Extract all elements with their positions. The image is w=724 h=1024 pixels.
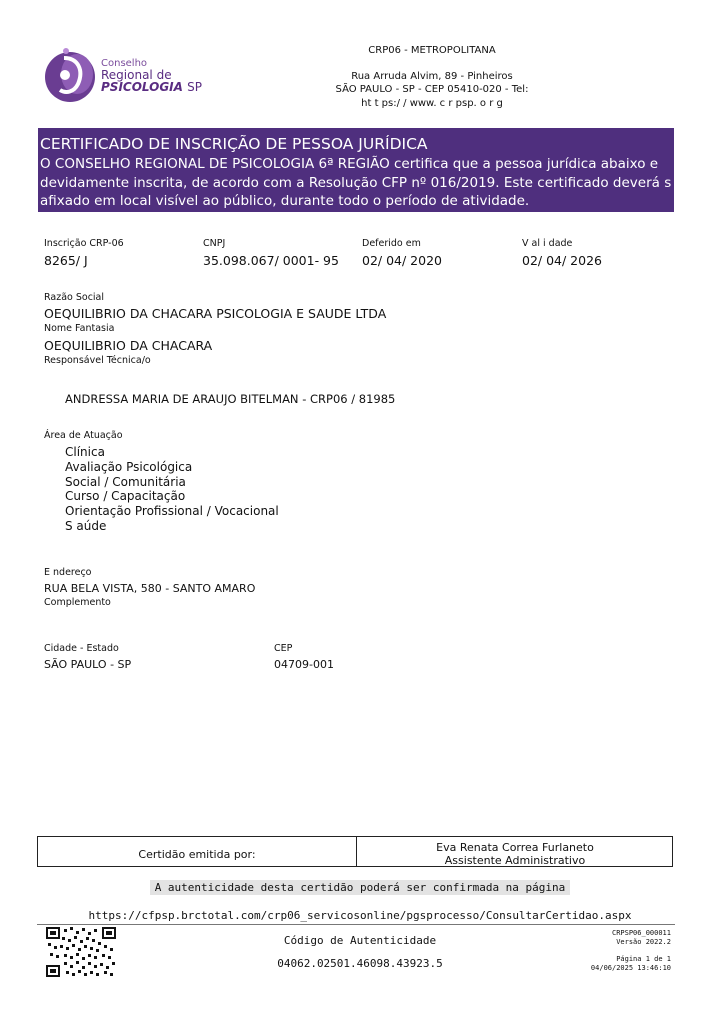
cidade-value: SÃO PAULO - SP xyxy=(44,658,132,671)
validade-value: 02/ 04/ 2026 xyxy=(522,253,602,268)
area-atuacao-label: Área de Atuação xyxy=(44,430,123,441)
description-line3: afixado em local visível ao público, durante todo o período de atividade. xyxy=(40,193,530,209)
auth-code-value: 04062.02501.46098.43923.5 xyxy=(277,957,443,970)
psychology-logo-icon xyxy=(44,48,98,104)
area-atuacao-list xyxy=(65,445,279,534)
validade-label: V al i dade xyxy=(522,238,573,249)
logo-line2: Regional de xyxy=(101,68,172,82)
cep-label: CEP xyxy=(274,643,293,654)
certificate-description xyxy=(40,155,671,211)
authenticity-note: A autenticidade desta certidão poderá ser confirmada na página xyxy=(150,880,570,895)
crp-logo xyxy=(44,48,204,108)
doc-id: CRPSP06_000011 xyxy=(611,929,671,937)
razao-social-label: Razão Social xyxy=(44,292,105,303)
endereco-value: RUA BELA VISTA, 580 - SANTO AMARO xyxy=(44,582,256,595)
signer-role: Assistente Administrativo xyxy=(444,854,586,867)
issuer-box xyxy=(37,836,673,867)
certificate-banner xyxy=(38,128,674,212)
inscricao-value: 8265/ J xyxy=(44,253,88,268)
nome-fantasia-value: OEQUILIBRIO DA CHACARA xyxy=(44,338,213,353)
responsavel-label: Responsável Técnica/o xyxy=(44,355,151,366)
area-item: Curso / Capacitação xyxy=(65,489,186,504)
area-item: Avaliação Psicológica xyxy=(65,459,193,474)
deferido-value: 02/ 04/ 2020 xyxy=(362,253,442,268)
inscricao-label: Inscrição CRP-06 xyxy=(44,238,124,249)
description-line2: devidamente inscrita, de acordo com a Resolução CFP nº 016/2019. Este certificado deverá s xyxy=(40,174,672,191)
cep-value: 04709-001 xyxy=(274,658,334,671)
area-item: Orientação Profissional / Vocacional xyxy=(65,504,279,519)
certificate-title: CERTIFICADO DE INSCRIÇÃO DE PESSOA JURÍDICA xyxy=(40,135,428,153)
header-address-line1: Rua Arruda Alvim, 89 - Pinheiros xyxy=(351,71,513,82)
auth-code-label: Código de Autenticidade xyxy=(283,934,437,947)
timestamp: 04/06/2025 13:46:10 xyxy=(590,964,671,972)
document-meta xyxy=(560,929,671,947)
nome-fantasia-label: Nome Fantasia xyxy=(44,323,115,334)
page-number: Página 1 de 1 xyxy=(616,955,671,963)
area-item: S aúde xyxy=(65,518,107,533)
emitida-por-label: Certidão emitida por: xyxy=(138,848,256,861)
page-meta xyxy=(560,955,671,973)
header-address-line2: SÃO PAULO - SP - CEP 05410-020 - Tel: xyxy=(335,84,529,95)
verification-url[interactable]: https://cfpsp.brctotal.com/crp06_servicosonline/pgsprocesso/ConsultarCertidao.aspx xyxy=(88,909,632,922)
logo-psicologia: PSICOLOGIA xyxy=(101,80,183,94)
cnpj-label: CNPJ xyxy=(203,238,226,249)
doc-version: Versão 2022.2 xyxy=(616,938,671,946)
signer-name: Eva Renata Correa Furlaneto xyxy=(436,841,594,854)
cnpj-value: 35.098.067/ 0001- 95 xyxy=(203,253,339,268)
area-item: Clínica xyxy=(65,445,105,459)
logo-line3 xyxy=(101,80,202,94)
logo-line1: Conselho xyxy=(101,58,148,69)
razao-social-value: OEQUILIBRIO DA CHACARA PSICOLOGIA E SAUDE LTDA xyxy=(44,306,387,321)
logo-sp: SP xyxy=(187,80,202,94)
description-line1: O CONSELHO REGIONAL DE PSICOLOGIA 6ª REGIÃO certifica que a pessoa jurídica abaixo e xyxy=(40,156,659,172)
cidade-label: Cidade - Estado xyxy=(44,643,119,654)
header-address-line3: ht t ps:/ / www. c r psp. o r g xyxy=(361,98,503,109)
complemento-label: Complemento xyxy=(44,597,111,608)
deferido-label: Deferido em xyxy=(362,238,421,249)
header-org: CRP06 - METROPOLITANA xyxy=(368,45,496,56)
area-item: Social / Comunitária xyxy=(65,474,186,489)
responsavel-value: ANDRESSA MARIA DE ARAUJO BITELMAN - CRP06 / 81985 xyxy=(65,392,396,406)
qr-code-icon xyxy=(46,927,116,977)
endereco-label: E ndereço xyxy=(44,567,92,578)
footer-divider xyxy=(37,924,675,925)
